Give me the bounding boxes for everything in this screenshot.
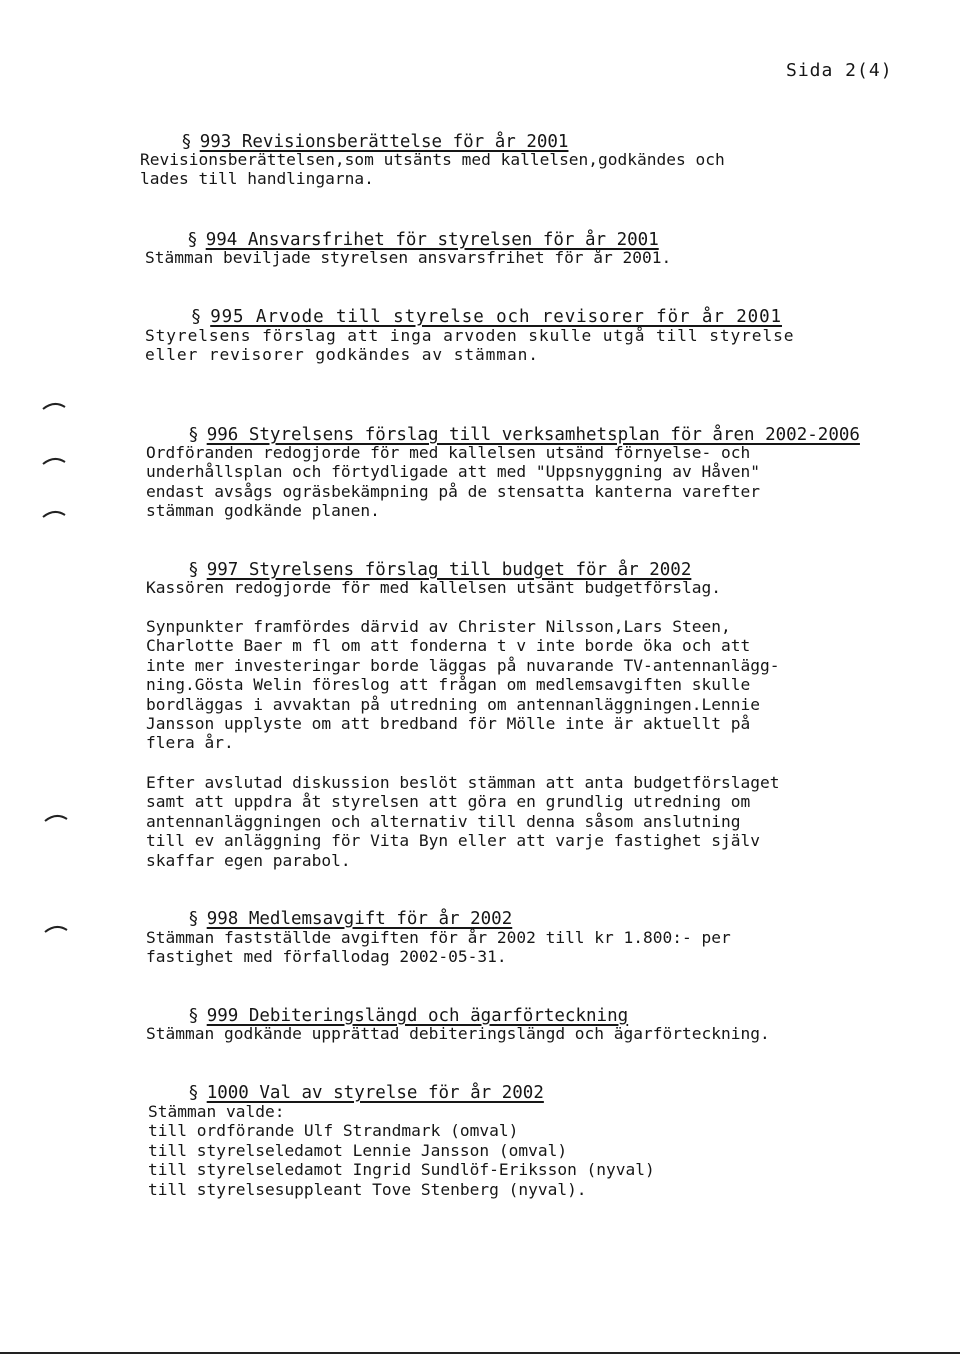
paragraph: Ordföranden redogjorde för med kallelsen utsänd förnyelse- och underhållsplan och förtydligade att med "Uppsnyggning av Håven" endast avsågs ogräsbekämpning på de stensatta kanterna varefter stämman godkände planen. bbox=[146, 443, 760, 521]
section-title: 998 Medlemsavgift för år 2002 bbox=[206, 909, 513, 929]
margin-scan-mark bbox=[44, 812, 68, 822]
page-bottom-edge bbox=[0, 1352, 960, 1354]
section-symbol: § bbox=[187, 230, 198, 250]
margin-scan-mark bbox=[44, 923, 68, 933]
margin-scan-mark bbox=[42, 508, 66, 518]
section-title: 1000 Val av styrelse för år 2002 bbox=[206, 1083, 544, 1103]
section-symbol: § bbox=[188, 1006, 199, 1026]
section-title: 994 Ansvarsfrihet för styrelsen för år 2001 bbox=[205, 230, 659, 250]
section-symbol: § bbox=[188, 425, 199, 445]
section-title: 996 Styrelsens förslag till verksamhetsplan för åren 2002-2006 bbox=[206, 425, 860, 445]
paragraph: Stämman godkände upprättad debiteringslängd och ägarförteckning. bbox=[146, 1024, 770, 1043]
section-title: 993 Revisionsberättelse för år 2001 bbox=[199, 132, 569, 152]
paragraph: Stämman fastställde avgiften för år 2002 till kr 1.800:- per fastighet med förfallodag 2002-05-31. bbox=[146, 928, 731, 967]
section-title: 999 Debiteringslängd och ägarförteckning bbox=[206, 1006, 629, 1026]
paragraph: Efter avslutad diskussion beslöt stämman att anta budgetförslaget samt att uppdra åt styrelsen att göra en grundlig utredning om antennanläggningen och alternativ till denna såsom anslutning till ev anläggning för Vita Byn eller att varje fastighet själv skaffar egen parabol. bbox=[146, 773, 780, 870]
section-symbol: § bbox=[188, 560, 199, 580]
section-title: 997 Styrelsens förslag till budget för år 2002 bbox=[206, 560, 692, 580]
section-symbol: § bbox=[181, 132, 192, 152]
margin-scan-mark bbox=[42, 400, 66, 410]
section-title: 995 Arvode till styrelse och revisorer för år 2001 bbox=[210, 307, 782, 327]
section-symbol: § bbox=[188, 1083, 199, 1103]
margin-scan-mark bbox=[42, 455, 66, 465]
paragraph: Revisionsberättelsen,som utsänts med kallelsen,godkändes och lades till handlingarna. bbox=[140, 150, 725, 189]
section-symbol: § bbox=[190, 307, 203, 327]
page-number: Sida 2(4) bbox=[786, 60, 893, 81]
paragraph: Synpunkter framfördes därvid av Christer Nilsson,Lars Steen, Charlotte Baer m fl om att fonderna t v inte borde öka och att inte mer investeringar borde läggas på nuvarande TV-antennanlägg- ning.Gösta Welin föreslog att frågan om medlemsavgiften skulle bordläggas i avvaktan på utredning om antennanläggningen.Lennie Jansson upplyste om att bredband för Mölle inte är aktuellt på flera år. bbox=[146, 617, 780, 753]
paragraph: Stämman beviljade styrelsen ansvarsfrihet för år 2001. bbox=[145, 248, 672, 267]
paragraph: Styrelsens förslag att inga arvoden skulle utgå till styrelse eller revisorer godkändes av stämman. bbox=[145, 326, 795, 365]
paragraph: Stämman valde: till ordförande Ulf Strandmark (omval) till styrelseledamot Lennie Jansson (omval) till styrelseledamot Ingrid Sundlöf-Eriksson (nyval) till styrelsesuppleant Tove Stenberg (nyval). bbox=[148, 1102, 655, 1199]
section-symbol: § bbox=[188, 909, 199, 929]
paragraph: Kassören redogjorde för med kallelsen utsänt budgetförslag. bbox=[146, 578, 721, 597]
